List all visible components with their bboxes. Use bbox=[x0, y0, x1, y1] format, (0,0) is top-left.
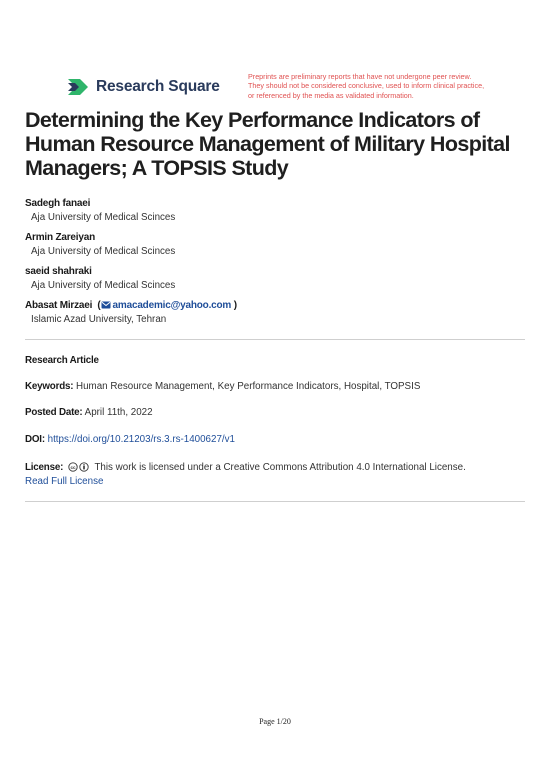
posted-date-value: April 11th, 2022 bbox=[84, 407, 153, 418]
author-email-link[interactable] bbox=[101, 300, 232, 311]
disclaimer-line: They should not be considered conclusive, used to inform clinical practice, bbox=[248, 81, 485, 91]
envelope-icon bbox=[101, 301, 111, 309]
divider bbox=[25, 339, 525, 340]
title-line: Determining the Key Performance Indicators of bbox=[25, 108, 480, 132]
brand-name: Research Square bbox=[96, 78, 220, 95]
title-line: Human Resource Management of Military Hospital bbox=[25, 132, 510, 156]
doi bbox=[25, 433, 525, 447]
license-text: This work is licensed under a Creative Commons Attribution 4.0 International License. bbox=[94, 462, 466, 473]
title-line: Managers; A TOPSIS Study bbox=[25, 156, 289, 180]
creative-commons-icon bbox=[68, 462, 90, 472]
author-name: Armin Zareiyan bbox=[25, 232, 96, 243]
preprint-disclaimer bbox=[248, 72, 508, 100]
author-affiliation: Aja University of Medical Scinces bbox=[31, 246, 176, 257]
page-number: Page 1/20 bbox=[259, 717, 291, 726]
research-square-logo[interactable] bbox=[66, 76, 220, 98]
disclaimer-line: Preprints are preliminary reports that have not undergone peer review. bbox=[248, 72, 472, 81]
divider bbox=[25, 501, 525, 502]
posted-date bbox=[25, 406, 525, 420]
doi-label: DOI: bbox=[25, 434, 45, 445]
keywords-value: Human Resource Management, Key Performance Indicators, Hospital, TOPSIS bbox=[76, 381, 421, 392]
keywords-label: Keywords: bbox=[25, 381, 74, 392]
svg-text:cc: cc bbox=[70, 464, 76, 470]
author-affiliation: Aja University of Medical Scinces bbox=[31, 212, 176, 223]
author-list bbox=[25, 198, 525, 334]
license-label: License: bbox=[25, 462, 64, 473]
article-type bbox=[25, 354, 525, 368]
corresponding-author: Abasat Mirzaei ( amacademic@yahoo.com ) bbox=[25, 300, 237, 311]
paper-title bbox=[25, 108, 525, 180]
article-type-label: Research Article bbox=[25, 355, 99, 366]
disclaimer-line: or referenced by the media as validated information. bbox=[248, 90, 414, 100]
author-affiliation: Islamic Azad University, Tehran bbox=[31, 314, 167, 325]
author-affiliation: Aja University of Medical Scinces bbox=[31, 280, 176, 291]
header bbox=[66, 72, 506, 108]
author-name: Sadegh fanaei bbox=[25, 198, 91, 209]
author-name: Abasat Mirzaei bbox=[25, 300, 93, 311]
author-name: saeid shahraki bbox=[25, 266, 92, 277]
license bbox=[25, 461, 525, 489]
read-full-license-link[interactable]: Read Full License bbox=[25, 476, 104, 487]
keywords bbox=[25, 380, 525, 394]
research-square-logo-icon bbox=[66, 76, 90, 98]
posted-date-label: Posted Date: bbox=[25, 407, 83, 418]
author-email: amacademic@yahoo.com bbox=[112, 300, 232, 311]
doi-link[interactable]: https://doi.org/10.21203/rs.3.rs-1400627/v1 bbox=[47, 434, 235, 445]
